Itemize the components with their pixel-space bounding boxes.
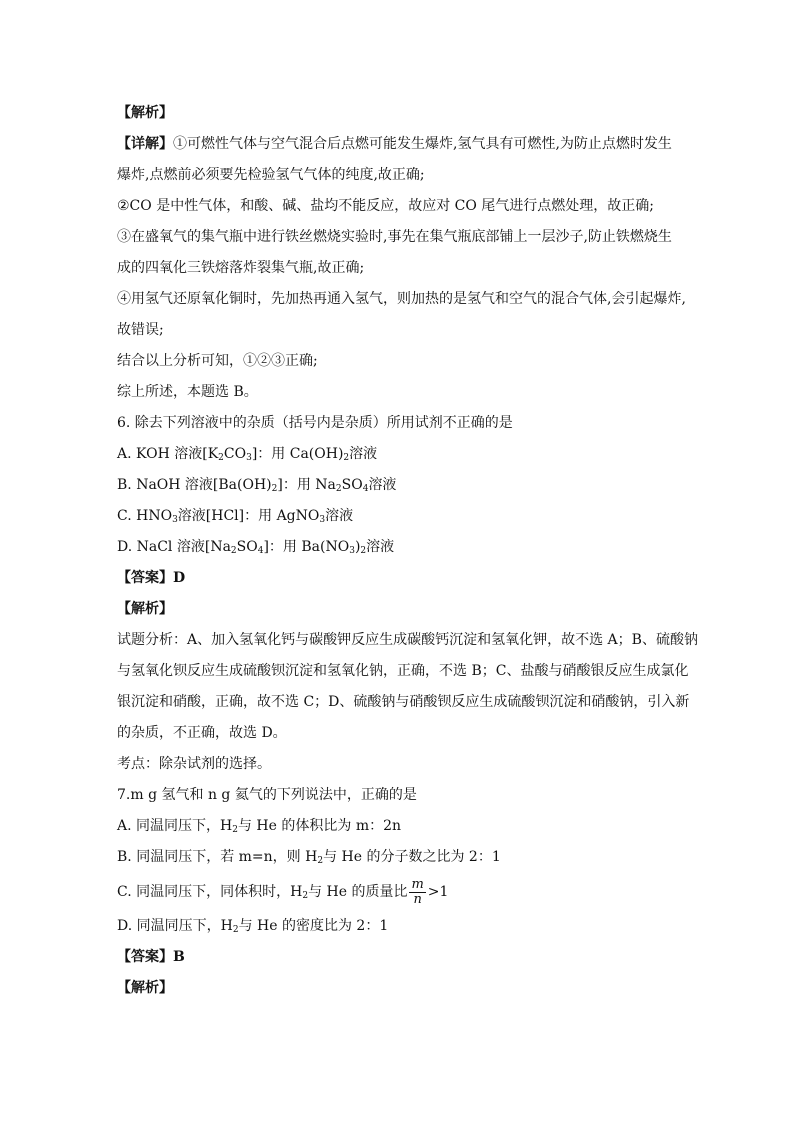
detail-paragraph-1-cont: 爆炸,点燃前必须要先检验氢气气体的纯度,故正确;	[117, 167, 425, 183]
question-6-analysis-line-2: 与氢氧化钡反应生成硫酸钡沉淀和氢氧化钠，正确，不选 B；C、盐酸与硝酸银反应生成氯化	[117, 663, 689, 679]
question-7-option-a: A. 同温同压下，$H_2$与 He 的体积比为 m：2n	[117, 818, 402, 835]
question-6-option-b: B. NaOH 溶液$[Ba(OH)_2]$：用 $Na_2SO_4$溶液	[117, 477, 397, 494]
detail-text: ①可燃性气体与空气混合后点燃可能发生爆炸,氢气具有可燃性,为防止点燃时发生	[173, 136, 672, 152]
document-page	[117, 98, 698, 1004]
question-7-option-d: D. 同温同压下，$H_2$与 He 的密度比为 2：1	[117, 918, 389, 935]
question-7-option-c: C. 同温同压下，同体积时，$H_2$与 He 的质量比 $\frac{m}{n}$ >1	[117, 876, 449, 907]
summary-line-2: 综上所述，本题选 B。	[117, 384, 258, 400]
question-6-option-a: A. KOH 溶液$[K_2CO_3]$：用 $Ca(OH)_2$溶液	[117, 446, 378, 463]
detail-paragraph-4: ④用氢气还原氧化铜时，先加热再通入氢气，则加热的是氢气和空气的混合气体,会引起爆炸,	[117, 291, 686, 307]
question-7-stem: 7.m g 氢气和 n g 氦气的下列说法中，正确的是	[117, 787, 417, 803]
question-7-answer: 【答案】B	[117, 949, 185, 965]
detail-paragraph-3: ③在盛氧气的集气瓶中进行铁丝燃烧实验时,事先在集气瓶底部铺上一层沙子,防止铁燃烧生	[117, 229, 672, 245]
question-6-stem: 6. 除去下列溶液中的杂质（括号内是杂质）所用试剂不正确的是	[117, 415, 513, 431]
summary-line-1: 结合以上分析可知，①②③正确;	[117, 353, 318, 369]
mass-ratio-fraction: $\frac{m}{n}$	[411, 876, 424, 907]
detail-label: 【详解】	[117, 136, 173, 152]
question-6-answer: 【答案】D	[117, 570, 186, 586]
question-6-option-c: C. $HNO_3$溶液[HCl]：用 AgNO$_3$溶液	[117, 508, 354, 525]
analysis-heading: 【解析】	[117, 105, 173, 121]
question-6-kaodian: 考点：除杂试剂的选择。	[117, 756, 271, 772]
detail-paragraph-3-cont: 成的四氧化三铁熔落炸裂集气瓶,故正确;	[117, 260, 365, 276]
detail-paragraph-1	[117, 129, 687, 160]
question-6-analysis-heading: 【解析】	[117, 601, 173, 617]
question-6-analysis-line-4: 的杂质，不正确，故选 D。	[117, 725, 287, 741]
question-7-option-b: B. 同温同压下，若 m=n，则 $H_2$与 He 的分子数之比为 2：1	[117, 849, 501, 866]
question-6-option-d: D. NaCl 溶液$[Na_2SO_4]$：用 $Ba(NO_3)_2$溶液	[117, 539, 395, 556]
detail-paragraph-2: ②CO 是中性气体，和酸、碱、盐均不能反应，故应对 CO 尾气进行点燃处理，故正确;	[117, 198, 654, 214]
question-6-analysis-line-3: 银沉淀和硝酸，正确，故不选 C；D、硫酸钠与硝酸钡反应生成硫酸钡沉淀和硝酸钠，引入新	[117, 694, 690, 710]
detail-paragraph-4-cont: 故错误;	[117, 322, 164, 338]
question-7-analysis-heading: 【解析】	[117, 980, 173, 996]
question-6-analysis-line-1: 试题分析：A、加入氢氧化钙与碳酸钾反应生成碳酸钙沉淀和氢氧化钾，故不选 A；B、硫酸钠	[117, 632, 698, 648]
